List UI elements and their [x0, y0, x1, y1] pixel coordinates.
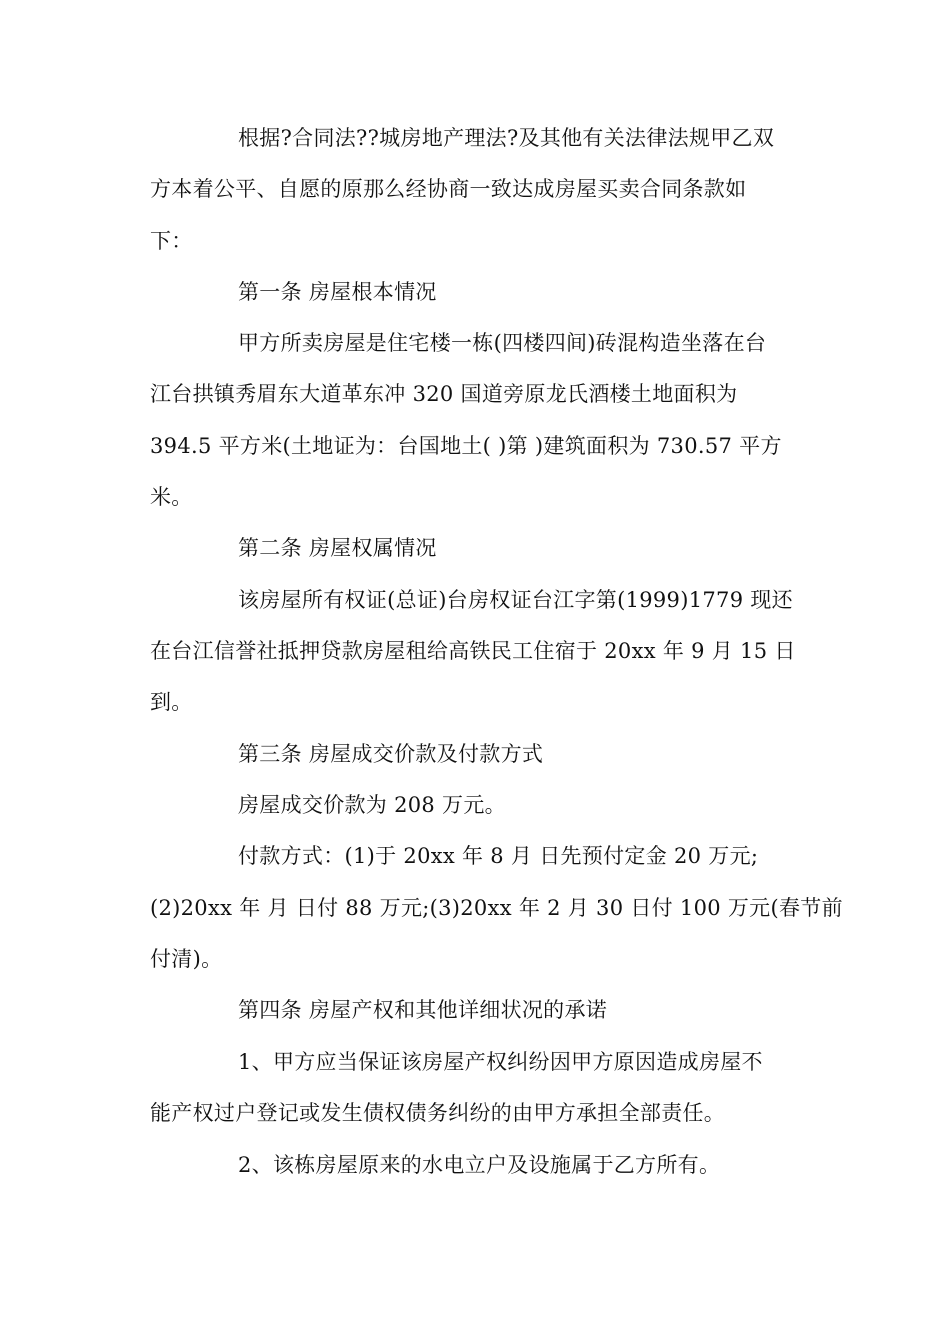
article-heading: 第四条 房屋产权和其他详细状况的承诺 — [238, 998, 608, 1022]
article-heading: 第二条 房屋权属情况 — [238, 536, 437, 560]
paragraph-line: 2、该栋房屋原来的水电立户及设施属于乙方所有。 — [238, 1153, 721, 1177]
paragraph-line: 甲方所卖房屋是住宅楼一栋(四楼四间)砖混构造坐落在台 — [238, 331, 767, 355]
paragraph-line: 江台拱镇秀眉东大道革东冲 320 国道旁原龙氏酒楼土地面积为 — [150, 382, 738, 406]
paragraph-line: 到。 — [150, 690, 193, 714]
paragraph-line: 方本着公平、自愿的原那么经协商一致达成房屋买卖合同条款如 — [150, 177, 747, 201]
paragraph-line: 付款方式：(1)于 20xx 年 8 月 日先预付定金 20 万元; — [238, 844, 759, 868]
paragraph-line: 根据?合同法??城房地产理法?及其他有关法律法规甲乙双 — [238, 126, 775, 150]
paragraph-line: 房屋成交价款为 208 万元。 — [238, 793, 506, 817]
paragraph-line: 能产权过户登记或发生债权债务纠纷的由甲方承担全部责任。 — [150, 1101, 726, 1125]
paragraph-line: 下： — [150, 229, 193, 253]
paragraph-line: (2)20xx 年 月 日付 88 万元;(3)20xx 年 2 月 30 日付 100 万元(春节前 — [150, 896, 843, 920]
article-heading: 第一条 房屋根本情况 — [238, 280, 437, 304]
paragraph-line: 1、甲方应当保证该房屋产权纠纷因甲方原因造成房屋不 — [238, 1050, 763, 1074]
paragraph-line: 米。 — [150, 485, 193, 509]
paragraph-line: 该房屋所有权证(总证)台房权证台江字第(1999)1779 现还 — [238, 588, 793, 612]
paragraph-line: 付清)。 — [150, 947, 223, 971]
article-heading: 第三条 房屋成交价款及付款方式 — [238, 742, 544, 766]
paragraph-line: 在台江信誉社抵押贷款房屋租给高铁民工住宿于 20xx 年 9 月 15 日 — [150, 639, 796, 663]
paragraph-line: 394.5 平方米(土地证为：台国地土( )第 )建筑面积为 730.57 平方 — [150, 434, 782, 458]
